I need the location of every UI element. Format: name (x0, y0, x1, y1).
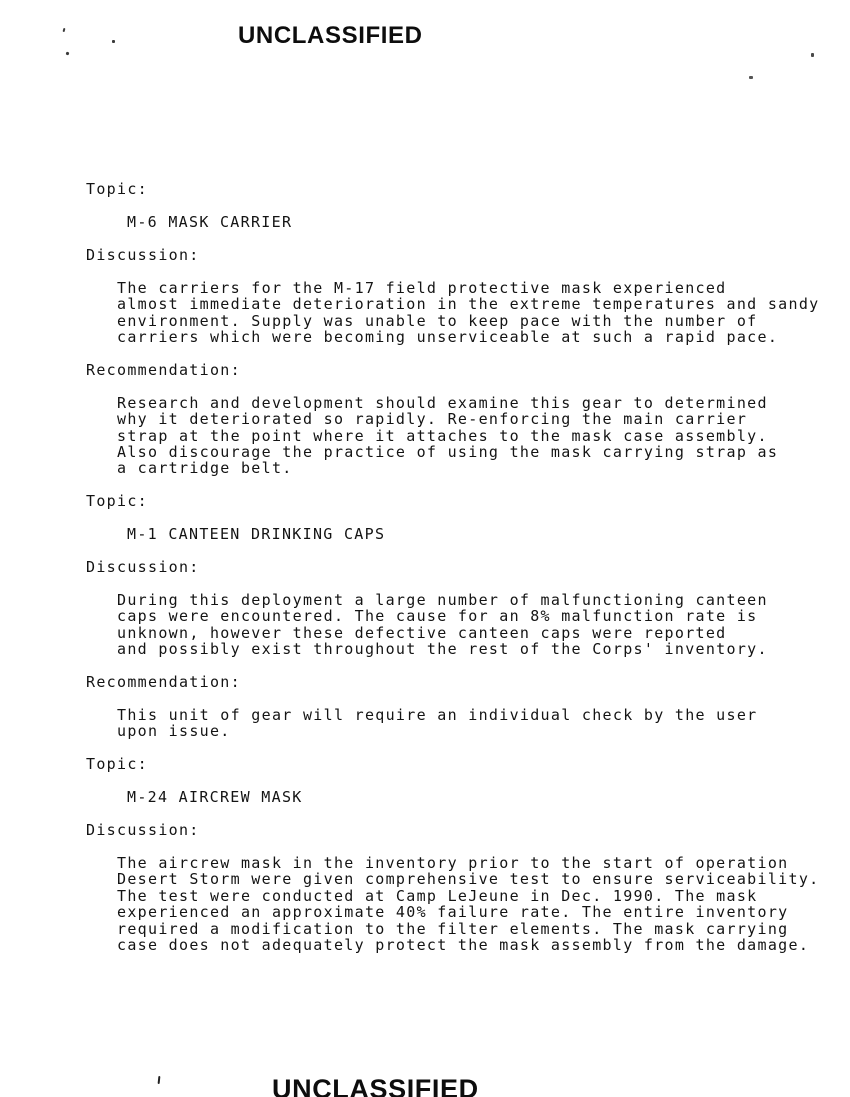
discussion-line: and possibly exist throughout the rest of the Corps' inventory. (117, 640, 768, 659)
blank-line (86, 839, 820, 855)
topic-title: M-1 CANTEEN DRINKING CAPS (127, 525, 386, 544)
blank-line (86, 691, 820, 707)
recommendation-line: Also discourage the practice of using the mask carrying strap as (117, 443, 779, 461)
scan-speck (811, 53, 814, 57)
discussion-line: carriers which were becoming unserviceable at such a rapid pace. (117, 327, 779, 346)
recommendation-label: Recommendation: (86, 360, 241, 379)
blank-line (86, 263, 820, 279)
recommendation-line: Research and development should examine this gear to determined (117, 393, 768, 412)
discussion-line: almost immediate deterioration in the extreme temperatures and sandy (117, 295, 820, 314)
recommendation-line: strap at the point where it attaches to the mask case assembly. (117, 426, 768, 445)
discussion-line: required a modification to the filter elements. The mask carrying (117, 919, 789, 938)
discussion-line: experienced an approximate 40% failure rate. The entire inventory (117, 903, 789, 922)
blank-line (86, 230, 820, 246)
recommendation-line: upon issue. (117, 722, 231, 741)
blank-line (86, 345, 820, 361)
blank-line (86, 773, 820, 789)
recommendation-line: why it deteriorated so rapidly. Re-enforcing the main carrier (117, 410, 748, 429)
blank-line (86, 806, 820, 822)
discussion-label: Discussion: (86, 245, 200, 264)
scan-speck (66, 52, 70, 56)
discussion-line: The carriers for the M-17 field protective mask experienced (117, 278, 727, 297)
blank-line (86, 510, 820, 526)
classification-header: UNCLASSIFIED (238, 22, 423, 49)
topic-title: M-6 MASK CARRIER (127, 212, 293, 231)
scan-speck (112, 40, 115, 43)
recommendation-label: Recommendation: (86, 673, 241, 692)
discussion-line: caps were encountered. The cause for an 8% malfunction rate is (117, 607, 758, 626)
blank-line (86, 576, 820, 592)
recommendation-line: This unit of gear will require an individual check by the user (117, 706, 758, 724)
topic-title: M-24 AIRCREW MASK (127, 788, 303, 807)
discussion-line: Desert Storm were given comprehensive test to ensure serviceability. (117, 870, 820, 889)
blank-line (86, 658, 820, 674)
document-body (86, 181, 820, 954)
discussion-line: The aircrew mask in the inventory prior to the start of operation (117, 853, 789, 872)
blank-line (86, 197, 820, 213)
scan-speck (749, 76, 753, 79)
recommendation-line: a cartridge belt. (117, 459, 293, 478)
topic-label: Topic: (86, 492, 148, 511)
blank-line (86, 477, 820, 493)
topic-label: Topic: (86, 755, 148, 774)
topic-label: Topic: (86, 180, 148, 198)
discussion-line: The test were conducted at Camp LeJeune in Dec. 1990. The mask (117, 886, 758, 905)
discussion-line: unknown, however these defective canteen caps were reported (117, 623, 727, 642)
scan-speck (158, 1076, 161, 1084)
discussion-label: Discussion: (86, 558, 200, 577)
classification-footer: UNCLASSIFIED (272, 1074, 479, 1097)
discussion-line: environment. Supply was unable to keep pace with the number of (117, 311, 758, 330)
blank-line (86, 378, 820, 394)
scan-speck (63, 28, 66, 32)
discussion-line: During this deployment a large number of malfunctioning canteen (117, 590, 768, 609)
discussion-line: case does not adequately protect the mask assembly from the damage. (117, 936, 810, 955)
blank-line (86, 543, 820, 559)
discussion-label: Discussion: (86, 821, 200, 840)
blank-line (86, 740, 820, 756)
